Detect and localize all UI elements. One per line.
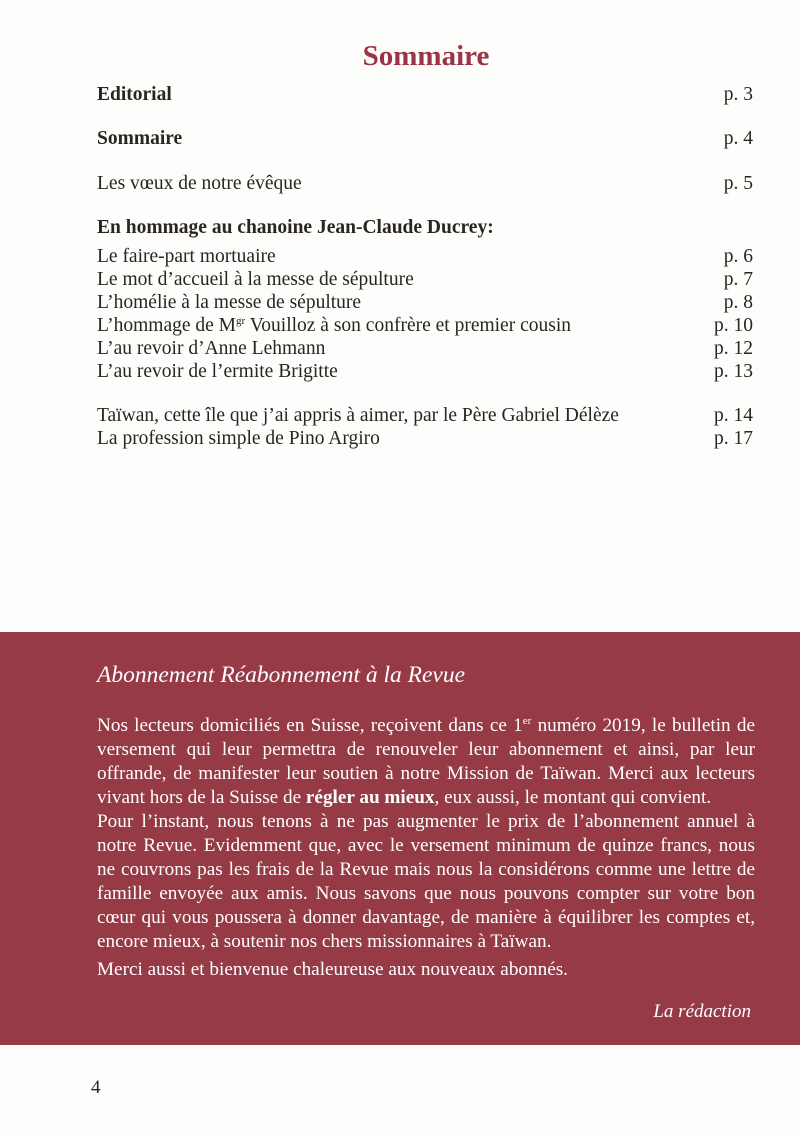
toc-entry-label: L’au revoir de l’ermite Brigitte [97,361,338,382]
toc-section-heading: En hommage au chanoine Jean-Claude Ducrey: [97,217,494,238]
toc-entry-page: p. 6 [723,246,753,267]
toc-entry-page: p. 8 [723,292,753,313]
toc-entry [97,359,753,385]
page-number: 4 [91,1077,101,1098]
toc-entry-label: Taïwan, cette île que j’ai appris à aimer, par le Père Gabriel Délèze [97,405,619,426]
subscription-paragraph: Pour l’instant, nous tenons à ne pas augmenter le prix de l’abonnement annuel à notre Revue. Evidemment que, avec le versement minimum de quinze francs, nous ne couvrons pas les frais de la Revue mais nous la considérons comme une lettre de famille envoyée aux amis. Nous savons que nous pouvons compter sur votre bon cœur qui vous poussera à donner davantage, de manière à équilibrer les comptes et, encore mieux, à soutenir nos chers missionnaires à Taïwan. [97,811,755,952]
subscription-text [97,714,755,982]
page-title: Sommaire [362,40,490,72]
toc-entry-label: Sommaire [97,128,183,149]
toc-entry-page: p. 10 [714,315,753,336]
toc-entry-label: L’hommage de $M^{gr}$ Vouilloz à son confrère et premier cousin [97,315,571,336]
toc-entry-sommaire [97,126,753,152]
toc-entry-page: p. 17 [714,428,753,449]
toc-entry-label: L’homélie à la messe de sépulture [97,292,362,313]
signature: La rédaction [653,1001,751,1022]
toc-entry-label: Le faire-part mortuaire [97,246,276,267]
toc-entry-page: p. 12 [714,338,753,359]
toc-entry [97,426,753,452]
toc-entry-page: p. 5 [723,173,753,194]
toc-entry-page: p. 4 [723,128,753,149]
toc-entry-voeux [97,171,753,197]
toc-entry-label: Editorial [97,84,172,105]
toc-entry-label: L’au revoir d’Anne Lehmann [97,338,326,359]
toc-entry-page: p. 13 [714,361,753,382]
toc-entry-label: La profession simple de Pino Argiro [97,428,380,449]
toc-entry-page: p. 3 [723,84,753,105]
subscription-paragraph: Nos lecteurs domiciliés en Suisse, reçoivent dans ce 1er numéro 2019, le bulletin de versement qui leur permettra de renouveler leur abonnement et ainsi, par leur offrande, de manifester leur soutien à notre Mission de Taïwan. Merci aux lecteurs vivant hors de la Suisse de régler au mieux, eux aussi, le montant qui convient. [97,715,755,808]
toc-entry-page: p. 7 [723,269,753,290]
subscription-thanks: Merci aussi et bienvenue chaleureuse aux nouveaux abonnés. [97,959,568,980]
toc-entry-label: Le mot d’accueil à la messe de sépulture [97,269,414,290]
toc-entry-editorial [97,82,753,108]
subscription-box [0,632,800,1045]
toc-entry-page: p. 14 [714,405,753,426]
toc-entry-label: Les vœux de notre évêque [97,173,302,194]
subscription-title: Abonnement Réabonnement à la Revue [97,662,466,688]
